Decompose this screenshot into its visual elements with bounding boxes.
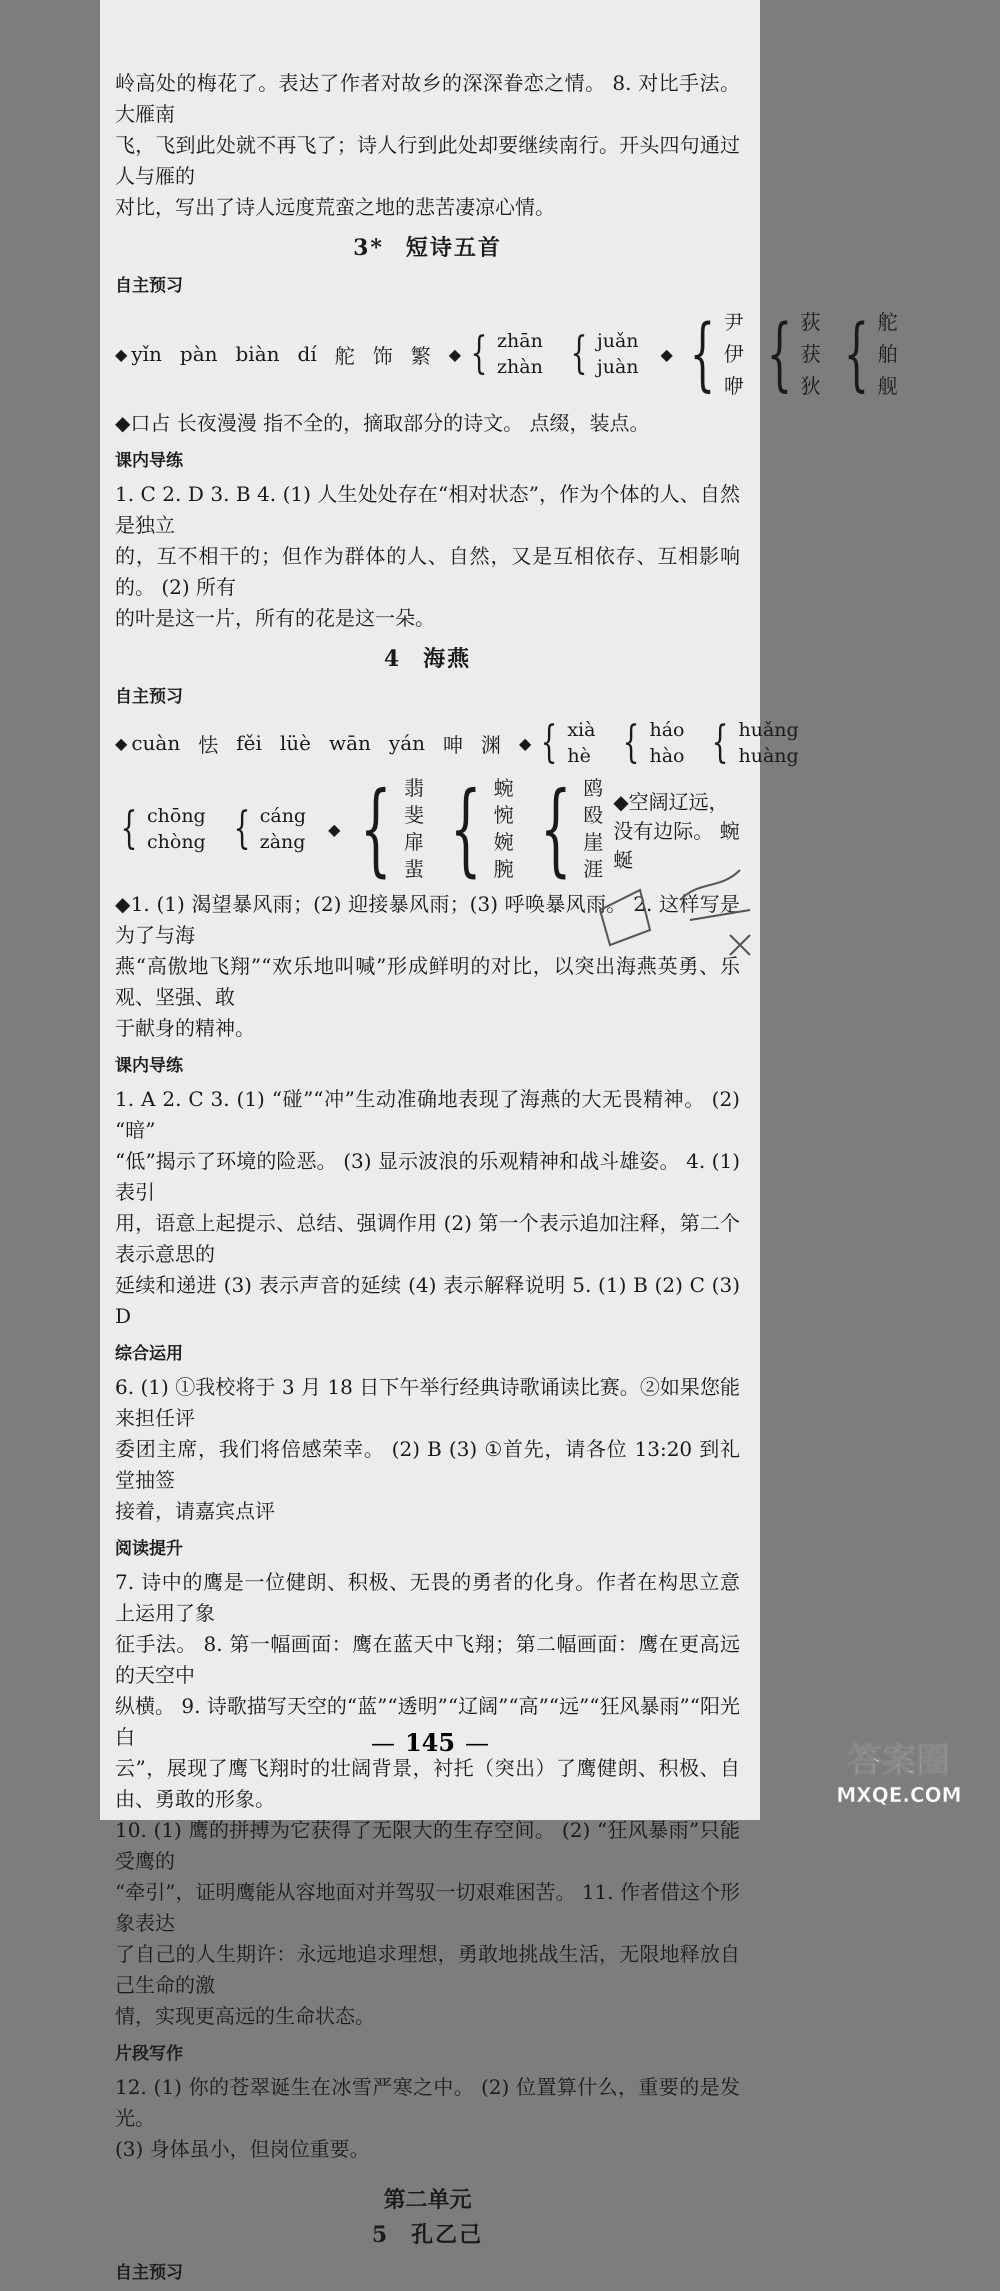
pinyin: chōng — [147, 805, 206, 827]
page-number — [100, 1728, 760, 1757]
brace-icon: { — [470, 328, 488, 379]
intro-line: 对比，写出了诗人远度荒蛮之地的悲苦凄凉心情。 — [115, 195, 555, 219]
answer-line: 的，互不相干的；但作为群体的人、自然，又是互相依存、互相影响的。 (2) 所有 — [115, 544, 740, 599]
diamond-icon: ◆ — [115, 344, 128, 364]
brace-icon: { — [233, 803, 251, 854]
char-group — [404, 775, 424, 883]
lesson-number: 4 — [383, 646, 402, 672]
word: yán — [388, 731, 426, 755]
word: yǐn — [131, 342, 162, 366]
answer-line: 燕“高傲地飞翔”“欢乐地叫喊”形成鲜明的对比，以突出海燕英勇、乐观、坚强、敢 — [115, 954, 740, 1009]
answer-line: 接着，请嘉宾点评 — [115, 1499, 275, 1523]
answer-text: ◆空阔辽远，没有边际。 蜿蜒 — [613, 789, 740, 872]
svg-text:MXQE.COM: MXQE.COM — [836, 1783, 962, 1807]
char: 鸥 — [583, 776, 604, 800]
pinyin-pair — [597, 328, 639, 380]
lesson-number: 5 — [371, 2222, 390, 2248]
brace-icon: { — [623, 717, 640, 768]
answer-line: 10. (1) 鹰的拼搏为它获得了无限大的生存空间。 (2) “狂风暴雨”只能受鹰的 — [115, 1818, 740, 1873]
diamond-icon: ◆ — [448, 344, 462, 364]
char: 扉 — [404, 830, 425, 854]
char: 舰 — [877, 374, 898, 398]
pinyin: chòng — [147, 831, 206, 853]
section-heading: 课内导练 — [115, 451, 183, 471]
answer-line: 12. (1) 你的苍翠诞生在冰雪严寒之中。 (2) 位置算什么，重要的是发光。 — [115, 2075, 740, 2130]
section-heading: 课内导练 — [115, 1056, 183, 1076]
char: 舶 — [877, 342, 898, 366]
brace-icon: { — [539, 770, 572, 887]
lesson-3-title — [115, 231, 740, 262]
brace-icon: { — [540, 717, 558, 768]
char: 舵 — [877, 310, 898, 334]
pinyin-pair — [649, 717, 684, 769]
word: 渊 — [481, 732, 502, 757]
word: 饰 — [372, 343, 393, 368]
diamond-icon: ◆ — [519, 733, 532, 753]
word: 怯 — [198, 732, 219, 757]
lesson-4-title — [115, 642, 740, 673]
brace-icon: { — [843, 307, 869, 400]
section-heading: 自主预习 — [115, 276, 183, 296]
char: 蜚 — [404, 857, 425, 881]
char: 荻 — [800, 310, 821, 334]
intro-line: 岭高处的梅花了。表达了作者对故乡的深深眷恋之情。 8. 对比手法。大雁南 — [115, 71, 740, 126]
pinyin-pair — [497, 328, 543, 380]
pinyin-pair — [567, 717, 595, 769]
section-heading: 综合运用 — [115, 1344, 183, 1364]
answer-line: 6. (1) ①我校将于 3 月 18 日下午举行经典诗歌诵读比赛。②如果您能来担任评 — [115, 1375, 740, 1430]
answer-line: 征手法。 8. 第一幅画面：鹰在蓝天中飞翔；第二幅画面：鹰在更高远的天空中 — [115, 1632, 740, 1687]
word: 舵 — [334, 343, 355, 368]
lesson-5-title — [115, 2218, 740, 2249]
section-heading: 片段写作 — [115, 2044, 183, 2064]
char: 狄 — [800, 374, 821, 398]
char: 蜿 — [493, 776, 514, 800]
word: fěi — [236, 731, 262, 755]
char: 殴 — [583, 803, 604, 827]
answer-line: 情，实现更高远的生命状态。 — [115, 2004, 375, 2028]
answer-line: 云”，展现了鹰飞翔时的壮阔背景，衬托（突出）了鹰健朗、积极、自由、勇敢的形象。 — [115, 1756, 740, 1811]
pinyin-pair — [738, 717, 798, 769]
pinyin: háo — [649, 719, 685, 741]
pinyin: cáng — [259, 805, 307, 827]
pinyin: zàng — [259, 831, 306, 853]
char: 尹 — [723, 310, 744, 334]
char: 获 — [800, 342, 821, 366]
section-heading: 阅读提升 — [115, 1539, 183, 1559]
answer-line: 1. C 2. D 3. B 4. (1) 人生处处存在“相对状态”，作为个体的人、自然是独立 — [115, 482, 740, 537]
brace-icon: { — [712, 717, 729, 768]
pinyin: hào — [649, 745, 685, 767]
answer-line: “牵引”，证明鹰能从容地面对并驾驭一切艰难困苦。 11. 作者借这个形象表达 — [115, 1880, 740, 1935]
char-group — [878, 306, 898, 402]
answer-line: ◆口占 长夜漫漫 指不全的，摘取部分的诗文。 点缀，装点。 — [115, 411, 650, 435]
word: 繁 — [410, 343, 431, 368]
dash: — — [465, 1729, 490, 1757]
answer-line: 纵横。 9. 诗歌描写天空的“蓝”“透明”“辽阔”“高”“远”“狂风暴雨”“阳光白 — [115, 1694, 740, 1749]
brace-icon: { — [120, 803, 138, 854]
answer-line: 的叶是这一片，所有的花是这一朵。 — [115, 606, 435, 630]
pinyin-pair — [260, 803, 306, 855]
pinyin: juǎn — [596, 330, 639, 352]
section-heading: 自主预习 — [115, 2263, 183, 2283]
answer-line: 委团主席，我们将倍感荣幸。 (2) B (3) ①首先，请各位 13:20 到礼堂抽签 — [115, 1437, 740, 1492]
diamond-icon: ◆ — [328, 819, 341, 839]
page-content — [115, 68, 898, 2291]
intro-line: 飞，飞到此处就不再飞了；诗人行到此处却要继续南行。开头四句通过人与雁的 — [115, 133, 740, 188]
char: 斐 — [404, 803, 425, 827]
unit-title: 第二单元 — [383, 2188, 472, 2213]
answer-line: “低”揭示了环境的险恶。 (3) 显示波浪的乐观精神和战斗雄姿。 4. (1) 表引 — [115, 1149, 740, 1204]
answer-line: 7. 诗中的鹰是一位健朗、积极、无畏的勇者的化身。作者在构思立意上运用了象 — [115, 1570, 740, 1625]
char: 翡 — [404, 776, 425, 800]
diamond-icon: ◆ — [660, 344, 673, 364]
answer-line: 延续和递进 (3) 表示声音的延续 (4) 表示解释说明 5. (1) B (2) C (3) D — [115, 1273, 740, 1328]
page-number-value: 145 — [404, 1728, 456, 1757]
word: cuàn — [131, 731, 181, 755]
char-group — [724, 306, 744, 402]
section-heading: 自主预习 — [115, 687, 183, 707]
pinyin: hè — [567, 745, 591, 767]
pinyin: zhàn — [497, 356, 543, 378]
pinyin: huǎng — [738, 719, 799, 741]
handwriting-scribble — [580, 850, 760, 960]
pinyin-pair — [147, 803, 206, 855]
brace-icon: { — [766, 307, 792, 400]
brace-icon: { — [689, 307, 716, 400]
pinyin-row — [115, 717, 799, 769]
char: 伊 — [723, 342, 744, 366]
dash: — — [370, 1729, 395, 1757]
answer-line: 1. A 2. C 3. (1) “碰”“冲”生动准确地表现了海燕的大无畏精神。 (2) “暗” — [115, 1087, 740, 1142]
word: dí — [297, 342, 317, 366]
answer-line: 用，语意上起提示、总结、强调作用 (2) 第一个表示追加注释，第二个表示意思的 — [115, 1211, 740, 1266]
char: 惋 — [493, 803, 514, 827]
char: 婉 — [493, 830, 514, 854]
char: 崖 — [583, 830, 604, 854]
watermark-logo — [808, 1730, 990, 1810]
brace-icon: { — [360, 770, 393, 887]
lesson-name: 孔乙己 — [411, 2222, 484, 2248]
lesson-number: 3* — [353, 235, 384, 261]
lesson-name: 海燕 — [423, 646, 472, 672]
word: pàn — [179, 342, 218, 366]
pinyin-row — [115, 306, 898, 402]
char: 腕 — [493, 857, 514, 881]
char-group — [494, 775, 514, 883]
word: biàn — [235, 342, 280, 366]
char: 咿 — [723, 374, 744, 398]
brace-icon: { — [570, 328, 588, 379]
char: 涯 — [583, 857, 604, 881]
brace-icon: { — [449, 770, 482, 887]
answer-line: 于献身的精神。 — [115, 1016, 255, 1040]
svg-text:答案圈: 答案圈 — [848, 1741, 950, 1781]
pinyin: huàng — [738, 745, 799, 767]
pinyin: zhān — [497, 330, 543, 352]
lesson-name: 短诗五首 — [405, 235, 502, 261]
book-page — [100, 0, 898, 2283]
answer-line: (3) 身体虽小，但岗位重要。 — [115, 2137, 370, 2161]
word: wān — [328, 731, 371, 755]
answer-line: 了自己的人生期许：永远地追求理想，勇敢地挑战生活，无限地释放自己生命的激 — [115, 1942, 740, 1997]
diamond-icon: ◆ — [115, 733, 128, 753]
answer-line: ◆1. (1) 渴望暴风雨；(2) 迎接暴风雨；(3) 呼唤暴风雨。 2. 这样写是为了与海 — [115, 892, 740, 947]
word: 呻 — [443, 732, 464, 757]
pinyin: xià — [567, 719, 596, 741]
char-group — [801, 306, 821, 402]
pinyin: juàn — [596, 356, 639, 378]
word: lüè — [279, 731, 311, 755]
